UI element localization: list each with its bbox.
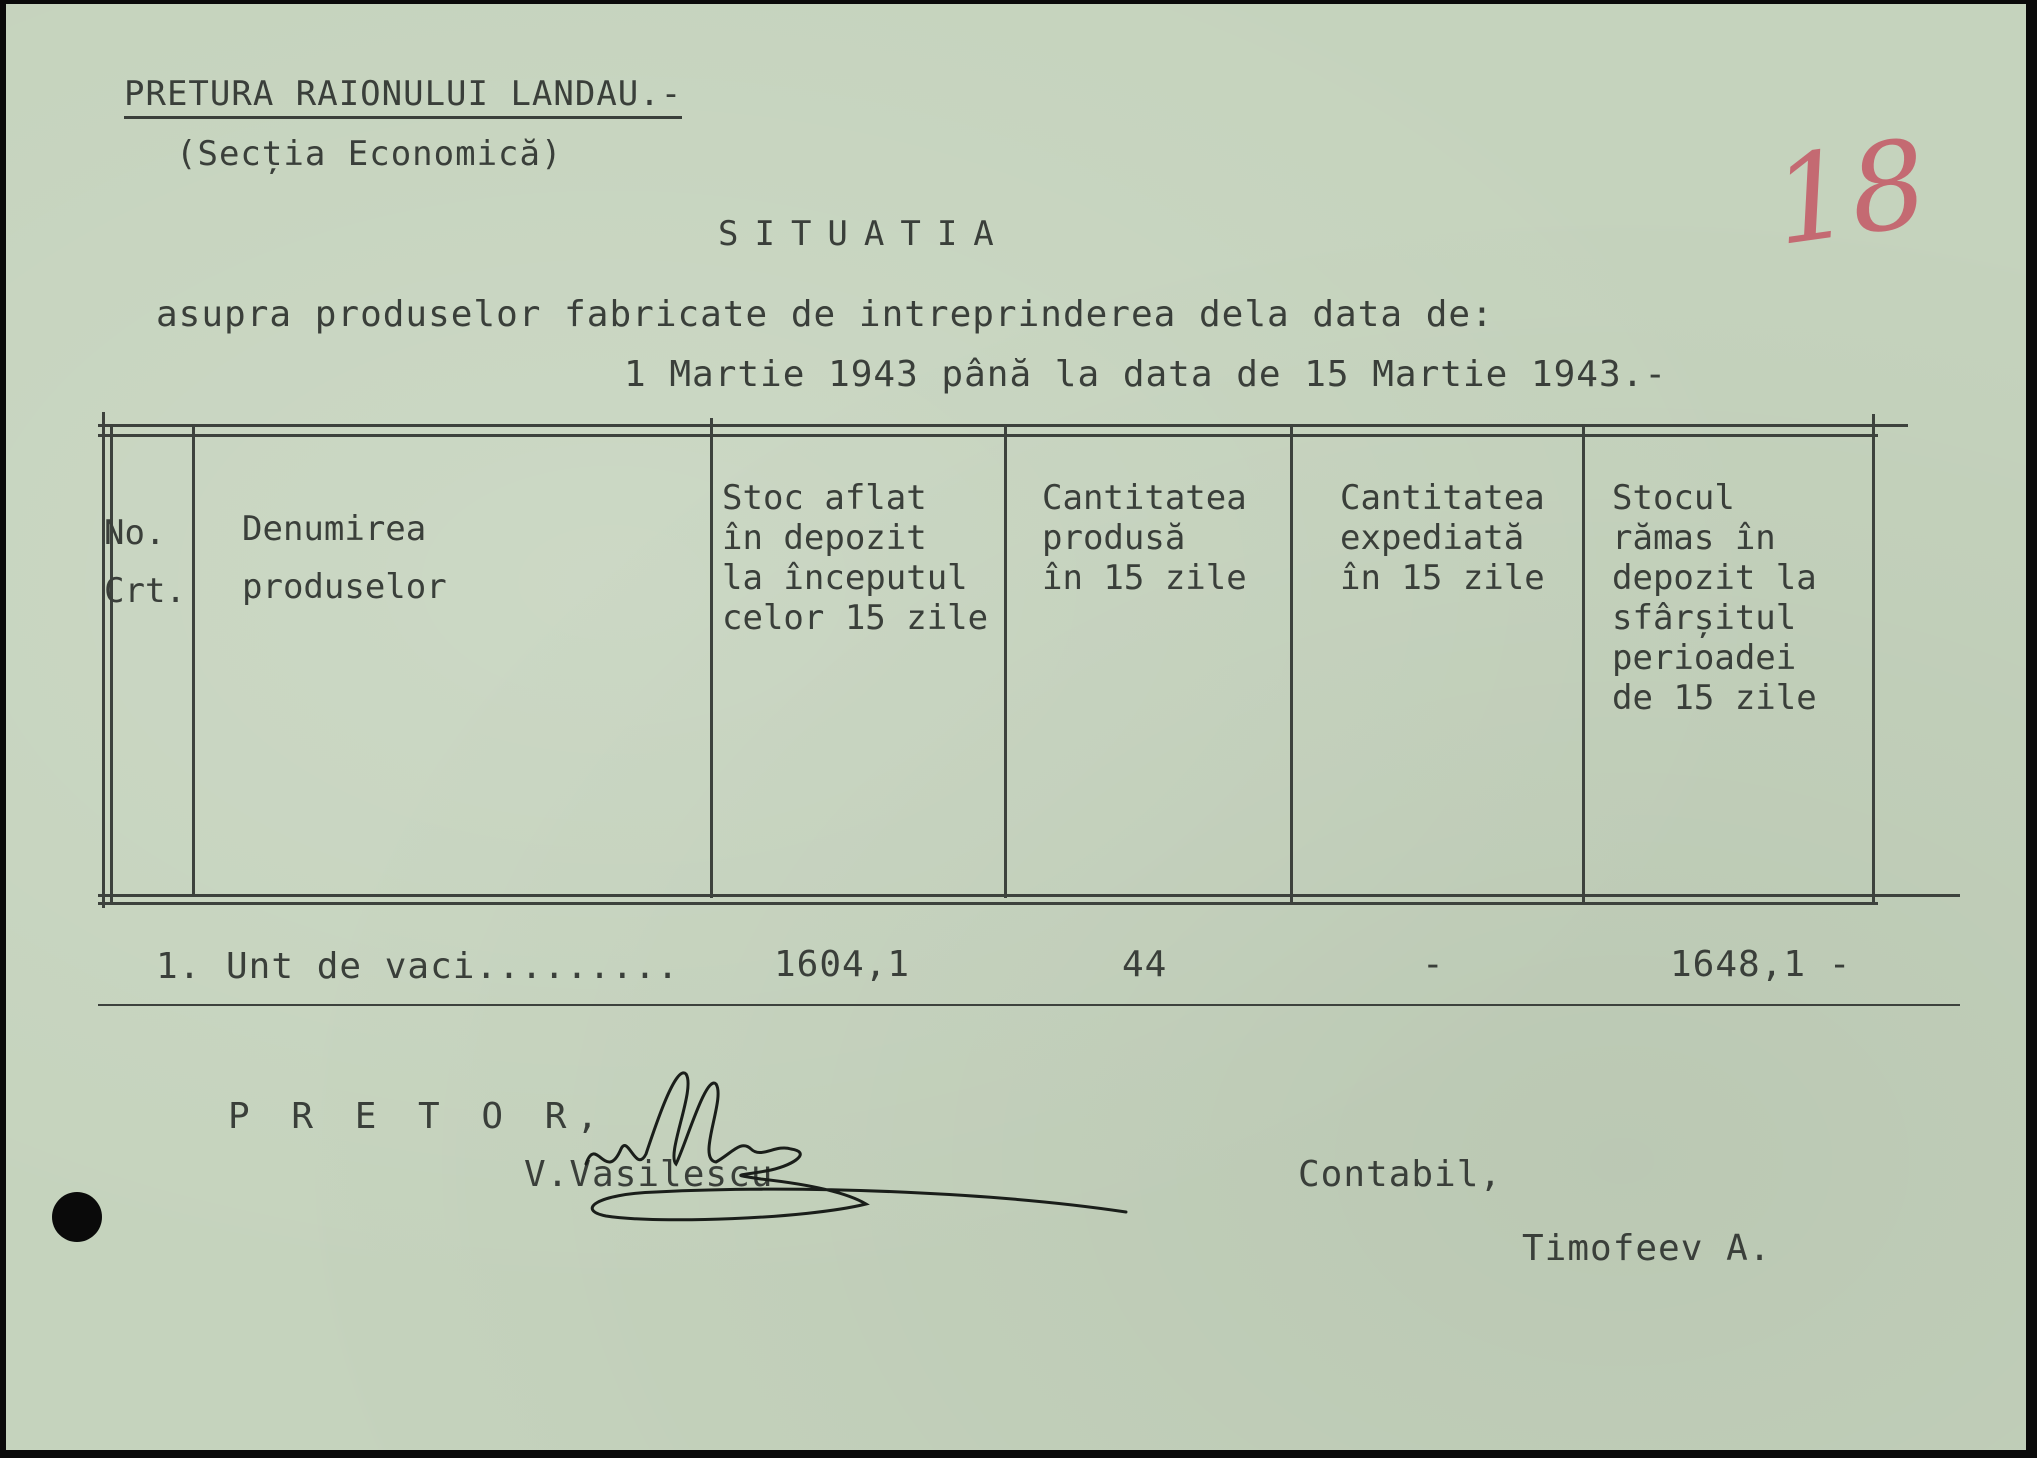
col-header-shipped: Cantitatea expediată în 15 zile (1340, 478, 1545, 598)
pretor-name: V.Vasilescu (524, 1154, 774, 1195)
row-start-stock: 1604,1 (774, 944, 911, 985)
folio-number: 18 (1765, 114, 1936, 273)
title-line-2: 1 Martie 1943 până la data de 15 Martie 1943.- (624, 354, 1667, 395)
pretor-label: P R E T O R, (228, 1096, 609, 1137)
col-header-remaining: Stocul rămas în depozit la sfârșitul perioadei de 15 zile (1612, 478, 1817, 718)
title-line-1: asupra produselor fabricate de intreprinderea dela data de: (156, 294, 1494, 335)
row-underline (98, 1004, 1960, 1006)
col-header-no: No. Crt. (104, 513, 186, 611)
section-name: (Secția Economică) (176, 134, 563, 174)
institution-name: PRETURA RAIONULUI LANDAU.- (124, 74, 682, 119)
accountant-name: Timofeev A. (1522, 1228, 1772, 1269)
row-produced: 44 (1122, 944, 1168, 985)
document-page (6, 4, 2026, 1450)
col-header-produced: Cantitatea produsă în 15 zile (1042, 478, 1247, 598)
row-number: 1. (156, 946, 202, 987)
row-product: Unt de vaci......... (226, 946, 680, 987)
pretor-signature (566, 1044, 1186, 1224)
row-remaining: 1648,1 - (1670, 944, 1852, 985)
col-header-product: Denumirea produselor (242, 509, 447, 607)
document-title: SITUATIA (718, 214, 1010, 254)
accountant-label: Contabil, (1298, 1154, 1503, 1195)
punch-hole (52, 1192, 102, 1242)
row-shipped: - (1422, 944, 1445, 985)
col-header-start-stock: Stoc aflat în depozit la începutul celor 15 zile (722, 478, 989, 638)
